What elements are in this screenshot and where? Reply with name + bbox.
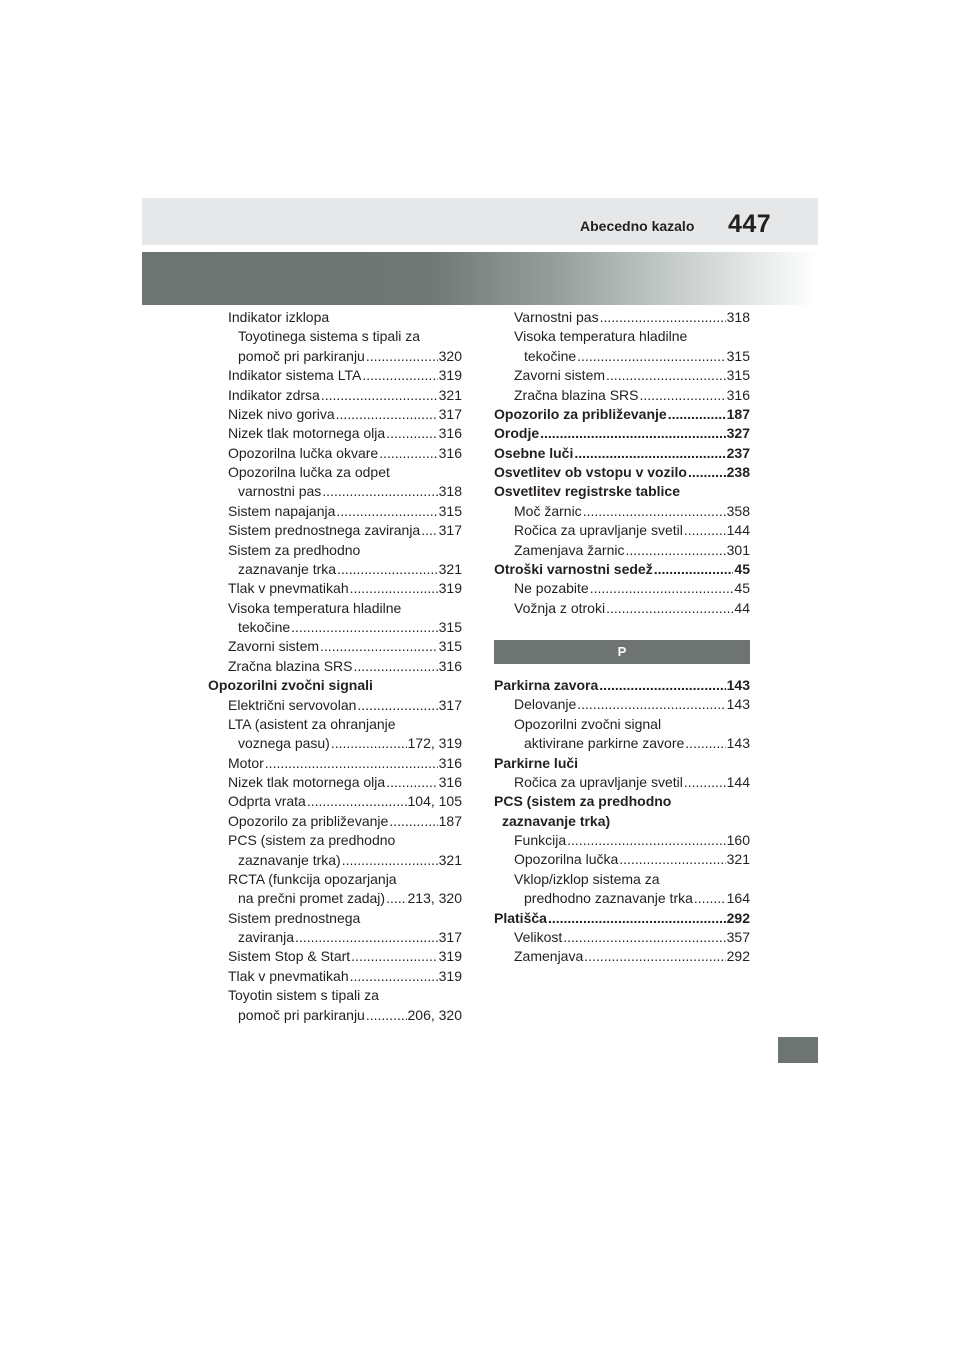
index-entry-text: Tlak v pnevmatikah — [228, 967, 349, 984]
index-entry-text: Visoka temperatura hladilne — [228, 599, 402, 616]
index-entry — [208, 405, 462, 424]
index-entry — [208, 579, 462, 598]
index-entry-text: pomoč pri parkiranju — [238, 1006, 365, 1023]
index-entry — [208, 482, 462, 501]
index-entry-text: Sistem Stop & Start — [228, 948, 351, 965]
index-entry-page: 319 — [438, 367, 462, 384]
index-entry — [494, 405, 750, 424]
index-entry — [494, 792, 750, 811]
index-entry-text: Zavorni sistem — [514, 367, 606, 384]
header-gradient-bar — [142, 252, 818, 305]
dot-leader — [265, 754, 438, 773]
index-entry — [494, 560, 750, 579]
index-entry-page: 143 — [726, 696, 750, 713]
index-entry-text: Velikost — [514, 928, 563, 945]
index-entry-page: 316 — [438, 444, 462, 461]
index-entry-text: Zavorni sistem — [228, 638, 320, 655]
dot-leader — [654, 560, 734, 579]
dot-leader — [336, 405, 438, 424]
index-entry — [494, 579, 750, 598]
index-entry-page: 187 — [726, 405, 750, 422]
index-entry — [494, 928, 750, 947]
index-entry-text: Toyotin sistem s tipali za — [228, 987, 379, 1004]
index-entry — [208, 734, 462, 753]
dot-leader — [583, 502, 726, 521]
index-entry-text: Ne pozabite — [514, 580, 589, 597]
index-entry — [494, 754, 750, 773]
index-entry-page: 144 — [726, 773, 750, 790]
index-entry-text: Delovanje — [514, 696, 577, 713]
index-entry-page: 317 — [438, 522, 462, 539]
index-entry-page: 315 — [726, 347, 750, 364]
index-entry-page: 143 — [726, 677, 750, 693]
index-entry-text: Nizek nivo goriva — [228, 405, 335, 422]
index-list-p — [494, 676, 750, 967]
index-entry-page: 317 — [438, 929, 462, 945]
index-entry — [494, 715, 750, 734]
dot-leader — [577, 695, 725, 714]
index-entry-text: zaznavanje trka) — [502, 812, 611, 829]
index-entry — [494, 308, 750, 327]
index-entry-text: Indikator zdrsa — [228, 386, 320, 403]
dot-leader — [337, 560, 438, 579]
index-entry — [208, 366, 462, 385]
dot-leader — [577, 347, 725, 366]
index-entry — [208, 928, 462, 947]
dot-leader — [606, 599, 733, 618]
index-entry — [494, 502, 750, 521]
index-column-right — [494, 308, 750, 967]
dot-leader — [584, 947, 725, 966]
dot-leader — [366, 1006, 407, 1025]
index-entry — [208, 424, 462, 443]
index-entry — [494, 463, 750, 482]
index-entry-page: 292 — [726, 948, 750, 965]
dot-leader — [320, 637, 438, 656]
dot-leader — [590, 579, 734, 598]
dot-leader — [688, 463, 726, 482]
index-entry-text: Parkirna zavora — [494, 677, 599, 693]
index-entry — [208, 618, 462, 637]
index-entry-text: Nizek tlak motornega olja — [228, 774, 386, 790]
dot-leader — [421, 521, 437, 540]
page-number: 447 — [728, 210, 772, 238]
index-entry-text: Sistem prednostnega zaviranja — [228, 522, 421, 539]
dot-leader — [307, 792, 407, 811]
index-entry-page: 315 — [726, 367, 750, 384]
index-entry-page: 292 — [726, 909, 750, 926]
dot-leader — [386, 889, 406, 908]
index-entry-text: predhodno zaznavanje trka — [524, 890, 693, 907]
index-entry — [208, 696, 462, 715]
index-entry-text: Parkirne luči — [494, 754, 579, 771]
index-entry-text: Orodje — [494, 425, 540, 442]
index-entry — [208, 909, 462, 928]
dot-leader — [626, 541, 726, 560]
dot-leader — [386, 424, 437, 443]
index-entry-text: Indikator izklopa — [228, 309, 330, 325]
dot-leader — [350, 579, 438, 598]
dot-leader — [366, 347, 438, 366]
index-entry-text: Osebne luči — [494, 444, 574, 461]
dot-leader — [322, 482, 437, 501]
index-entry-text: Osvetlitev registrske tablice — [494, 483, 680, 500]
dot-leader — [351, 947, 437, 966]
index-entry — [494, 850, 750, 869]
dot-leader — [331, 734, 407, 753]
index-entry — [208, 715, 462, 734]
index-entry-text: Funkcija — [514, 832, 567, 848]
index-entry-text: Tlak v pnevmatikah — [228, 580, 349, 597]
index-entry — [208, 831, 462, 850]
index-entry-text: tekočine — [238, 619, 291, 635]
index-entry — [208, 1006, 462, 1025]
index-entry-page: 320 — [438, 347, 462, 364]
index-entry-page: 143 — [726, 735, 750, 752]
index-entry-text: pomoč pri parkiranju — [238, 347, 365, 364]
index-entry — [494, 599, 750, 618]
index-entry — [494, 366, 750, 385]
index-entry — [208, 947, 462, 966]
index-entry — [494, 734, 750, 753]
index-entry — [208, 812, 462, 831]
index-entry — [208, 851, 462, 870]
index-entry-text: RCTA (funkcija opozarjanja — [228, 870, 397, 887]
index-entry-text: Sistem prednostnega — [228, 909, 361, 926]
index-entry-page: 44 — [734, 599, 750, 616]
dot-leader — [599, 676, 725, 695]
dot-leader — [386, 773, 437, 792]
index-entry — [208, 541, 462, 560]
index-entry — [494, 870, 750, 889]
index-entry-page: 319 — [438, 967, 462, 984]
dot-leader — [362, 366, 437, 385]
index-entry-text: tekočine — [524, 347, 577, 364]
index-entry-text: zaznavanje trka) — [238, 851, 341, 868]
index-entry — [494, 909, 750, 928]
index-entry — [494, 386, 750, 405]
index-entry-text: Otroški varnostni sedež — [494, 560, 653, 577]
index-entry — [208, 308, 462, 327]
index-column-left — [208, 308, 462, 1025]
index-entry-page: 321 — [438, 386, 462, 403]
index-entry-text: Varnostni pas — [514, 309, 599, 325]
index-entry-text: Opozorilni zvočni signali — [208, 677, 373, 694]
index-entry — [494, 347, 750, 366]
index-entry-page: 318 — [438, 483, 462, 500]
index-entry — [208, 889, 462, 908]
index-entry — [494, 831, 750, 850]
index-entry-text: aktivirane parkirne zavore — [524, 735, 685, 752]
index-entry — [208, 637, 462, 656]
index-entry — [208, 657, 462, 676]
index-entry-text: Zamenjava žarnic — [514, 541, 625, 558]
dot-leader — [548, 909, 726, 928]
dot-leader — [379, 444, 437, 463]
index-entry-text: Opozorilna lučka — [514, 851, 619, 868]
index-entry — [208, 870, 462, 889]
index-entry — [208, 754, 462, 773]
index-entry — [208, 386, 462, 405]
index-entry — [208, 327, 462, 346]
index-entry-page: 45 — [734, 560, 750, 577]
index-entry — [494, 327, 750, 346]
index-entry-text: Platišča — [494, 909, 547, 926]
index-entry — [208, 792, 462, 811]
index-entry — [494, 444, 750, 463]
section-letter-bar: P — [494, 640, 750, 664]
index-entry — [494, 695, 750, 714]
dot-leader — [354, 657, 438, 676]
index-entry — [208, 773, 462, 792]
index-entry-page: 160 — [726, 832, 750, 848]
dot-leader — [684, 521, 726, 540]
index-entry-text: PCS (sistem za predhodno — [228, 832, 396, 849]
index-entry — [494, 521, 750, 540]
index-entry-page: 321 — [438, 851, 462, 868]
index-entry-text: Nizek tlak motornega olja — [228, 425, 386, 442]
index-entry-text: Zamenjava — [514, 948, 584, 965]
index-entry-text: Vožnja z otroki — [514, 599, 606, 616]
index-entry-page: 319 — [438, 580, 462, 597]
dot-leader — [567, 831, 726, 850]
index-entry-text: Sistem napajanja — [228, 502, 336, 519]
index-entry — [494, 424, 750, 443]
index-entry — [208, 986, 462, 1005]
index-entry-text: PCS (sistem za predhodno — [494, 793, 672, 810]
index-entry-text: Moč žarnic — [514, 502, 582, 519]
dot-leader — [640, 386, 726, 405]
index-entry-text: Visoka temperatura hladilne — [514, 328, 688, 345]
index-entry — [494, 773, 750, 792]
index-entry-page: 237 — [726, 444, 750, 461]
index-entry-text: Električni servovolan — [228, 696, 357, 713]
index-entry-page: 144 — [726, 522, 750, 539]
header-band — [142, 198, 818, 245]
index-entry-page: 316 — [726, 386, 750, 403]
index-entry-page: 317 — [438, 696, 462, 713]
dot-leader — [291, 618, 437, 637]
index-entry-page: 316 — [438, 657, 462, 674]
index-entry — [494, 482, 750, 501]
index-entry — [494, 812, 750, 831]
index-entry-page: 301 — [726, 541, 750, 558]
index-entry-page: 321 — [726, 851, 750, 868]
index-entry-text: Opozorilna lučka za odpet — [228, 464, 390, 480]
dot-leader — [563, 928, 725, 947]
dot-leader — [389, 812, 437, 831]
index-entry-page: 316 — [438, 425, 462, 442]
dot-leader — [321, 386, 438, 405]
index-entry-text: Motor — [228, 754, 264, 771]
index-entry-page: 315 — [438, 619, 462, 635]
index-entry-text: Ročica za upravljanje svetil — [514, 522, 683, 539]
index-entry — [208, 444, 462, 463]
index-entry-page: 358 — [726, 502, 750, 519]
index-entry-text: Vklop/izklop sistema za — [514, 870, 660, 887]
index-entry-page: 319 — [438, 948, 462, 965]
index-entry-page: 317 — [438, 405, 462, 422]
index-entry-page: 238 — [726, 464, 750, 480]
index-entry — [494, 947, 750, 966]
index-entry-text: varnostni pas — [238, 483, 322, 500]
index-entry — [494, 889, 750, 908]
index-entry — [208, 463, 462, 482]
dot-leader — [295, 928, 438, 947]
dot-leader — [336, 502, 437, 521]
index-entry-text: voznega pasu) — [238, 735, 330, 752]
section-title: Abecedno kazalo — [580, 218, 695, 234]
dot-leader — [342, 851, 438, 870]
dot-leader — [350, 967, 438, 986]
index-entry-page: 316 — [438, 754, 462, 771]
index-entry-text: Zračna blazina SRS — [514, 386, 639, 403]
index-entry-page: 315 — [438, 502, 462, 519]
index-entry — [494, 541, 750, 560]
index-entry — [208, 676, 462, 695]
index-entry-page: 164 — [726, 890, 750, 907]
index-entry — [208, 521, 462, 540]
index-entry-text: Sistem za predhodno — [228, 541, 361, 558]
index-entry — [208, 347, 462, 366]
dot-leader — [606, 366, 726, 385]
index-entry — [208, 502, 462, 521]
index-entry-text: LTA (asistent za ohranjanje — [228, 715, 396, 732]
index-entry-text: Ročica za upravljanje svetil — [514, 773, 683, 790]
dot-leader — [357, 696, 437, 715]
index-list-o — [494, 308, 750, 618]
index-entry-text: Opozorilo za približevanje — [228, 812, 389, 829]
dot-leader — [600, 308, 726, 327]
dot-leader — [619, 850, 725, 869]
dot-leader — [694, 889, 726, 908]
thumb-index-tab — [778, 1037, 818, 1063]
index-entry-page: 206, 320 — [407, 1006, 462, 1023]
index-entry-text: Osvetlitev ob vstopu v vozilo — [494, 464, 687, 480]
index-entry-text: Opozorilni zvočni signal — [514, 715, 662, 732]
index-entry-page: 321 — [438, 560, 462, 577]
index-entry-text: zaznavanje trka — [238, 560, 337, 577]
dot-leader — [540, 424, 726, 443]
index-entry-page: 357 — [726, 928, 750, 945]
index-entry-text: Odprta vrata — [228, 793, 306, 810]
index-entry-page: 172, 319 — [407, 735, 462, 752]
spacer — [494, 618, 750, 640]
index-entry-text: na prečni promet zadaj) — [238, 890, 386, 907]
index-entry-text: Zračna blazina SRS — [228, 657, 353, 674]
index-entry-page: 327 — [726, 425, 750, 442]
index-entry — [208, 967, 462, 986]
index-entry-page: 45 — [734, 580, 750, 597]
dot-leader — [685, 734, 725, 753]
index-entry-text: Opozorilo za približevanje — [494, 405, 667, 422]
dot-leader — [574, 444, 725, 463]
index-entry-page: 316 — [438, 774, 462, 790]
index-entry — [494, 676, 750, 695]
index-entry-text: Toyotinega sistema s tipali za — [238, 328, 421, 345]
dot-leader — [668, 405, 726, 424]
index-entry-text: Opozorilna lučka okvare — [228, 444, 379, 461]
index-entry-page: 315 — [438, 638, 462, 655]
index-entry-page: 318 — [726, 309, 750, 325]
index-entry — [208, 599, 462, 618]
index-entry-page: 187 — [438, 812, 462, 829]
index-entry-text: Indikator sistema LTA — [228, 367, 362, 384]
index-entry — [208, 560, 462, 579]
index-entry-page: 213, 320 — [407, 890, 462, 907]
dot-leader — [684, 773, 726, 792]
index-entry-page: 104, 105 — [407, 793, 462, 810]
index-entry-text: zaviranja — [238, 929, 295, 945]
